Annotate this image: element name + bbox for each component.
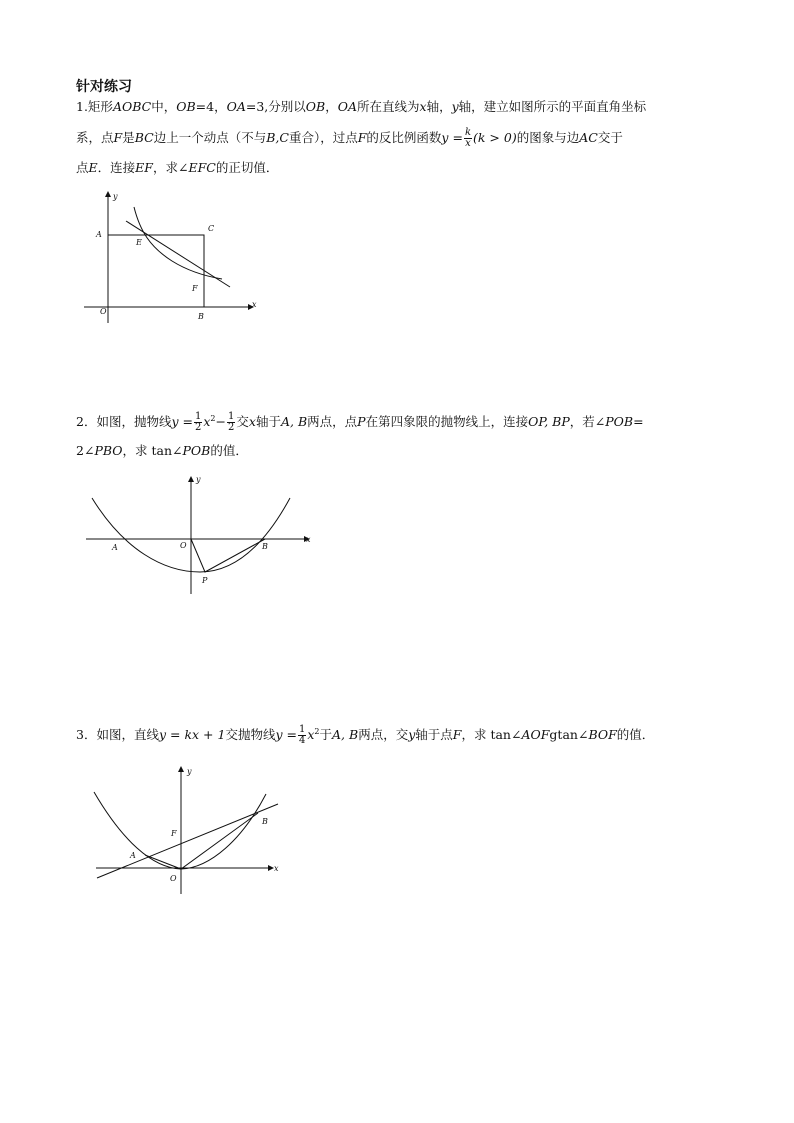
label-o: O (100, 307, 107, 316)
problem-1-line-3: 点E．连接EF，求∠EFC的正切值． (76, 160, 279, 175)
problem-2-line-1: 2．如图，抛物线y = $\frac{1}{2}$ $x^2-$ $\frac{1}{2}$ 交x轴于A, B两点，点P在第四象限的抛物线上，连接OP, BP，若∠POB= (76, 411, 644, 434)
label-c: C (208, 224, 215, 233)
label-a: A (130, 851, 136, 860)
y-axis-arrow-icon (105, 191, 111, 197)
segments-op-bp (191, 539, 265, 572)
fraction-one-half: $\frac{1}{2}$ (194, 411, 202, 434)
label-e: E (136, 238, 142, 247)
label-b: B (262, 542, 268, 551)
problem-2-line-2: 2∠PBO，求 tan∠POB的值． (76, 443, 248, 458)
label-f: F (171, 829, 177, 838)
fraction-k-over-x: $\frac{k}{x}$ (464, 127, 471, 149)
label-o: O (180, 541, 187, 550)
label-y: y (196, 475, 201, 484)
label-p: P (202, 576, 208, 585)
y-axis-arrow-icon (188, 476, 194, 482)
label-y: y (187, 767, 192, 776)
problem-1-line-2: 系，点F是BC边上一个动点（不与B,C重合），过点F的反比例函数y = $\frac{k}{x}$ (k > 0)的图象与边AC交于 (76, 127, 623, 149)
label-x: x (306, 535, 311, 544)
fraction-one-half-2: $\frac{1}{2}$ (228, 411, 235, 434)
label-f: F (192, 284, 198, 293)
label-b: B (198, 312, 204, 321)
label-x: x (274, 864, 279, 873)
label-y: y (113, 192, 118, 201)
label-o: O (170, 874, 177, 883)
figure-3 (92, 760, 292, 900)
y-axis-arrow-icon (178, 766, 184, 772)
segments-oa-ob (145, 813, 258, 869)
label-a: A (112, 543, 118, 552)
rectangle-aobc (108, 235, 204, 307)
fraction-one-quarter: $\frac{1}{4}$ (298, 724, 306, 747)
label-b: B (262, 817, 268, 826)
figure-1 (80, 185, 270, 325)
problem-3-line-1: 3．如图，直线y = kx + 1交抛物线y = $\frac{1}{4}$ $x^2$于A, B两点，交y轴于点F，求 tan∠AOFgtan∠BOF的值． (76, 724, 655, 747)
section-title: 针对练习 (76, 79, 132, 95)
hyperbola-curve (134, 207, 222, 279)
problem-1-line-1: 1.矩形AOBC中，OB=4，OA=3,分别以OB，OA所在直线为x轴，y轴，建立如图所示的平面直角坐标 (76, 99, 647, 114)
label-x: x (252, 300, 257, 309)
parabola-curve (94, 792, 266, 869)
figure-2 (84, 470, 324, 600)
line-y-kx-plus-1 (97, 804, 278, 878)
label-a: A (96, 230, 102, 239)
